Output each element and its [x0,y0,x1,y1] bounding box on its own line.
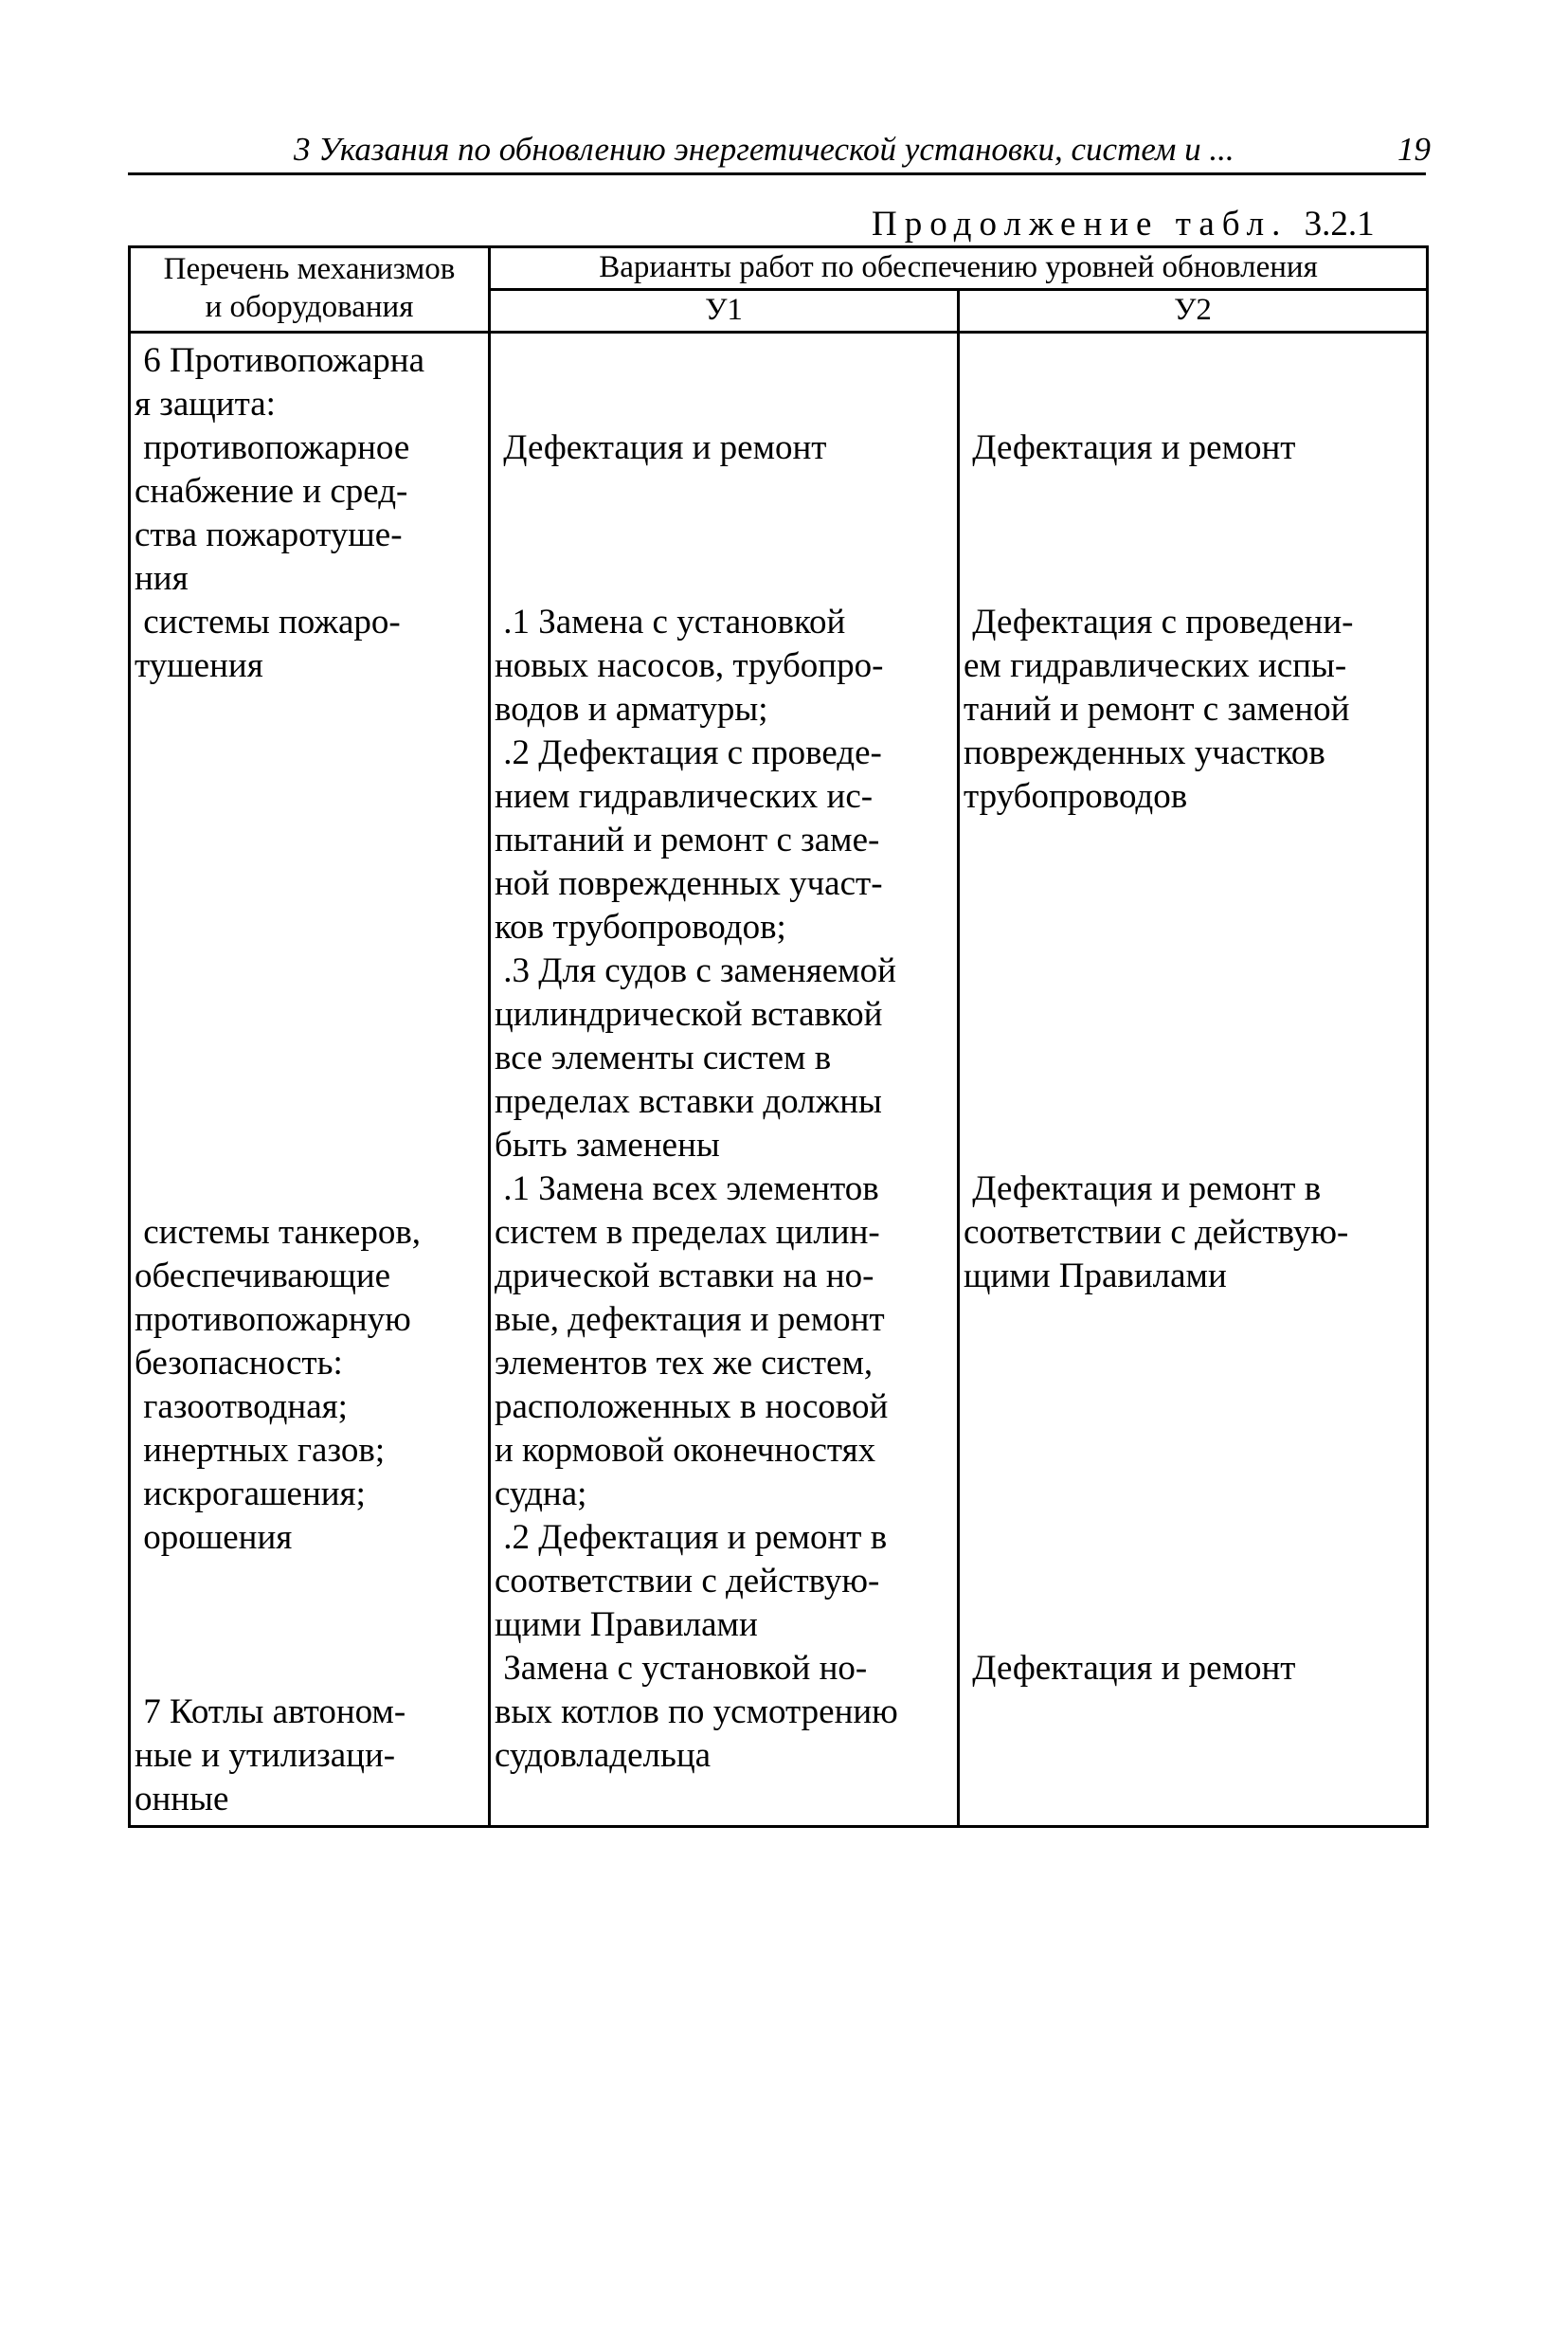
header-cell-variants [490,247,1428,290]
running-header-title: 3 Указания по обновлению энергетической установки, систем и ... [294,131,1235,168]
header-cell-u1 [490,290,959,333]
body-cell-u1 [490,333,959,1827]
header-list-text: Перечень механизмов и оборудования [163,252,456,324]
table-number: 3.2.1 [1304,205,1375,244]
header-u1-text: У1 [705,293,743,327]
header-u2-text: У2 [1174,293,1212,327]
page-number: 19 [1397,131,1431,168]
continuation-text: Продолжение табл. [872,205,1289,244]
works-table [128,245,1429,1828]
body-cell-u2 [959,333,1428,1827]
u1-column-text: Дефектация и ремонт .1 Замена с установкой новых насосов, трубопро- водов и арматуры; .2 Дефектация с проведе- нием гидравлических ис- пытаний и ремонт с заме- ной поврежденных участ- ков трубопроводов; .3 Для судов с заменяемой цилиндрической вставкой все элементы систем в пределах вставки должны быть заменены .1 Замена всех элементов систем в пределах цилин- дрической вставки на но- вые, дефектация и ремонт элементов тех же систем, расположенных в носовой и кормовой оконечностях судна; .2 Дефектация и ремонт в соответствии с действую- щими Правилами Замена с установкой но- вых котлов по усмотрению судовладельца [495,428,898,1775]
header-rule [128,172,1426,175]
list-column-text: 6 Противопожарна я защита: противопожарное снабжение и сред- ства пожаротуше- ния системы пожаро- тушения системы танкеров, обеспечивающие противопожарную безопасность: газоотводная; инертных газов; искрогашения; орошения 7 Котлы автоном- ные и утилизаци- онные [135,341,425,1818]
header-cell-list [130,247,490,333]
u2-column-text: Дефектация и ремонт Дефектация с проведени- ем гидравлических испы- таний и ремонт с заменой поврежденных участков трубопроводов Дефектация и ремонт в соответствии с действую- щими Правилами Дефектация и ремонт [964,428,1354,1688]
table-continuation-label [872,204,1375,244]
body-cell-list [130,333,490,1827]
header-variants-text: Варианты работ по обеспечению уровней обновления [599,250,1318,284]
header-cell-u2 [959,290,1428,333]
